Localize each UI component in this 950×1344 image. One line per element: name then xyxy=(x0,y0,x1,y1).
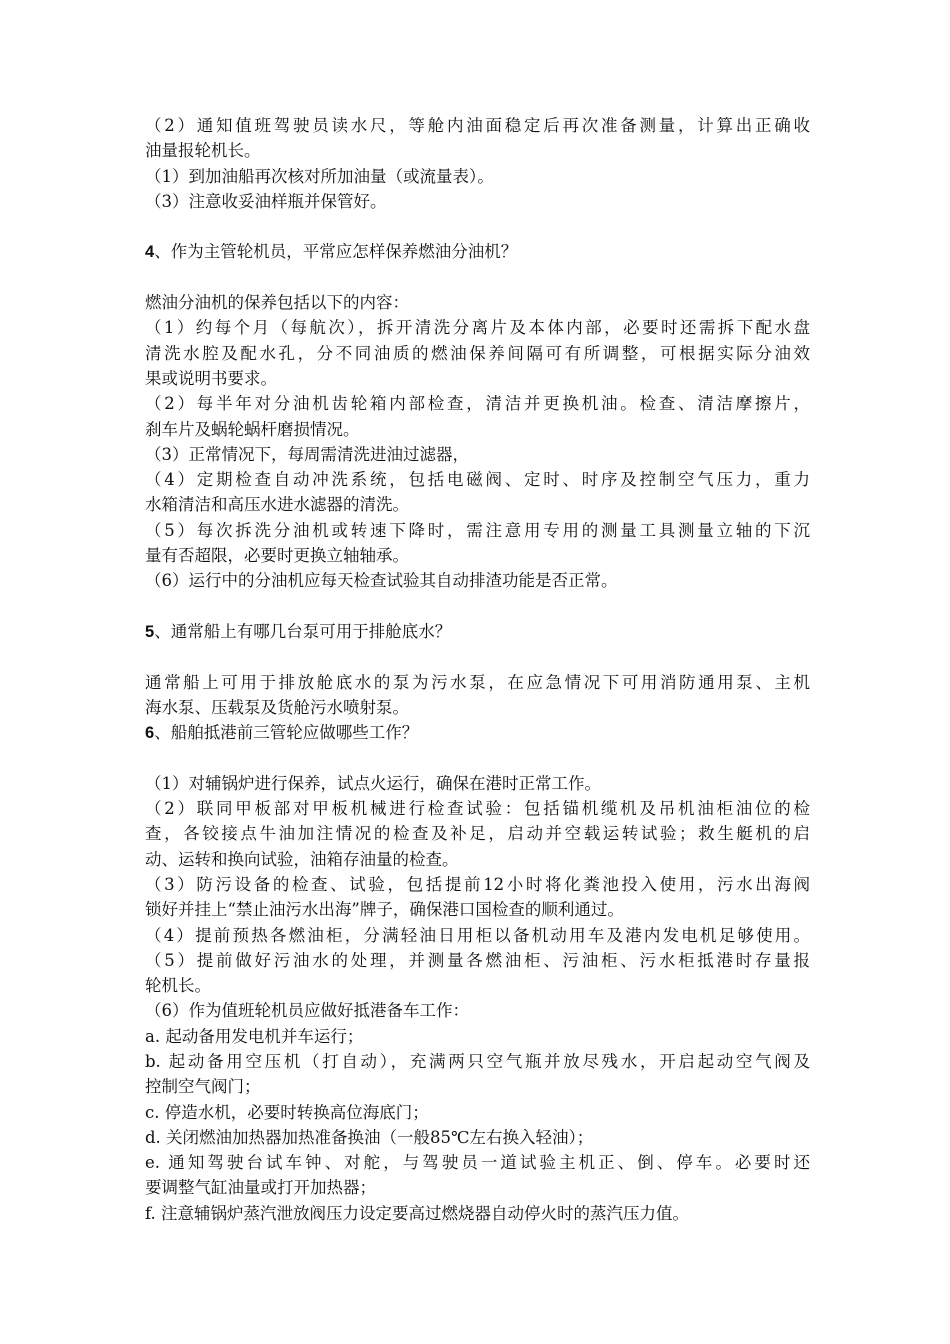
document-page xyxy=(145,113,810,1226)
question-4-title: 、作为主管轮机员，平常应怎样保养燃油分油机？ xyxy=(154,242,518,262)
answer-6-line: （3）防污设备的检查、试验，包括提前12小时将化粪池投入使用，污水出海阀 xyxy=(145,874,810,894)
question-5-number: 5 xyxy=(145,622,155,641)
question-5-title: 、通常船上有哪几台泵可用于排舱底水？ xyxy=(154,621,452,641)
question-6-heading xyxy=(145,720,810,745)
answer-4-line: 刹车片及蜗轮蜗杆磨损情况。 xyxy=(145,419,360,439)
answer-6-line: 要调整气缸油量或打开加热器； xyxy=(145,1178,376,1198)
answer-4-line: 果或说明书要求。 xyxy=(145,368,277,388)
answer-4-line: （5）每次拆洗分油机或转速下降时，需注意用专用的测量工具测量立轴的下沉 xyxy=(145,520,810,540)
answer-6-line: d. 关闭燃油加热器加热准备换油（一般85℃左右换入轻油）； xyxy=(145,1127,594,1147)
spacer xyxy=(145,745,810,770)
answer-4-line: 清洗水腔及配水孔，分不同油质的燃油保养间隔可有所调整，可根据实际分油效 xyxy=(145,343,810,363)
sec3-line-4: （3）注意收妥油样瓶并保管好。 xyxy=(145,191,387,211)
answer-4-line: 量有否超限，必要时更换立轴轴承。 xyxy=(145,546,409,566)
answer-4-line: （2）每半年对分油机齿轮箱内部检查，清洁并更换机油。检查、清洁摩擦片， xyxy=(145,394,810,414)
answer-6-line: 动、运转和换向试验，油箱存油量的检查。 xyxy=(145,849,459,869)
question-4-number: 4 xyxy=(145,243,155,262)
answer-6-line: （6）作为值班轮机员应做好抵港备车工作： xyxy=(145,1001,469,1021)
question-6-title: 、船舶抵港前三管轮应做哪些工作？ xyxy=(154,723,419,743)
sec3-line-3: （1）到加油船再次核对所加油量（或流量表）。 xyxy=(145,166,494,186)
answer-4-intro: 燃油分油机的保养包括以下的内容： xyxy=(145,293,409,313)
sec3-line-2: 油量报轮机长。 xyxy=(145,141,261,161)
answer-4-line: （3）正常情况下，每周需清洗进油过滤器， xyxy=(145,444,469,464)
answer-6-line: （5）提前做好污油水的处理，并测量各燃油柜、污油柜、污水柜抵港时存量报 xyxy=(145,950,810,970)
sec3-line-1: （2）通知值班驾驶员读水尺，等舱内油面稳定后再次准备测量，计算出正确收 xyxy=(145,116,810,135)
answer-5-line: 通常船上可用于排放舱底水的泵为污水泵，在应急情况下可用消防通用泵、主机 xyxy=(145,672,810,692)
spacer xyxy=(145,214,810,239)
question-5-heading xyxy=(145,619,810,644)
answer-6-line: a. 起动备用发电机并车运行； xyxy=(145,1026,364,1046)
question-4-heading xyxy=(145,239,810,264)
answer-6-line: c. 停造水机，必要时转换高位海底门； xyxy=(145,1102,429,1122)
answer-6-line: 轮机长。 xyxy=(145,976,211,996)
answer-4-line: 水箱清洁和高压水进水滤器的清洗。 xyxy=(145,495,409,515)
answer-6-line: （4）提前预热各燃油柜，分满轻油日用柜以备机动用车及港内发电机足够使用。 xyxy=(145,925,810,945)
answer-6-line: 锁好并挂上“禁止油污水出海”牌子，确保港口国检查的顺利通过。 xyxy=(145,900,624,920)
answer-4-line: （6）运行中的分油机应每天检查试验其自动排渣功能是否正常。 xyxy=(145,571,618,591)
answer-6-line: 控制空气阀门； xyxy=(145,1077,261,1097)
answer-5-line: 海水泵、压载泵及货舱污水喷射泵。 xyxy=(145,697,409,717)
answer-6-line: （2）联同甲板部对甲板机械进行检查试验：包括锚机缆机及吊机油柜油位的检 xyxy=(145,799,810,819)
spacer xyxy=(145,594,810,619)
answer-6-line: （1）对辅锅炉进行保养，试点火运行，确保在港时正常工作。 xyxy=(145,773,601,793)
spacer xyxy=(145,644,810,669)
answer-6-line: 查，各铰接点牛油加注情况的检查及补足，启动并空载运转试验；救生艇机的启 xyxy=(145,824,810,844)
answer-6-line: e. 通知驾驶台试车钟、对舵，与驾驶员一道试验主机正、倒、停车。必要时还 xyxy=(145,1153,810,1173)
spacer xyxy=(145,265,810,290)
answer-4-line: （4）定期检查自动冲洗系统，包括电磁阀、定时、时序及控制空气压力，重力 xyxy=(145,470,810,490)
answer-4-line: （1）约每个月（每航次），拆开清洗分离片及本体内部，必要时还需拆下配水盘 xyxy=(145,318,810,338)
answer-6-line: b. 起动备用空压机（打自动），充满两只空气瓶并放尽残水，开启起动空气阀及 xyxy=(145,1051,810,1071)
answer-6-line: f. 注意辅锅炉蒸汽泄放阀压力设定要高过燃烧器自动停火时的蒸汽压力值。 xyxy=(145,1203,690,1223)
question-6-number: 6 xyxy=(145,724,155,743)
